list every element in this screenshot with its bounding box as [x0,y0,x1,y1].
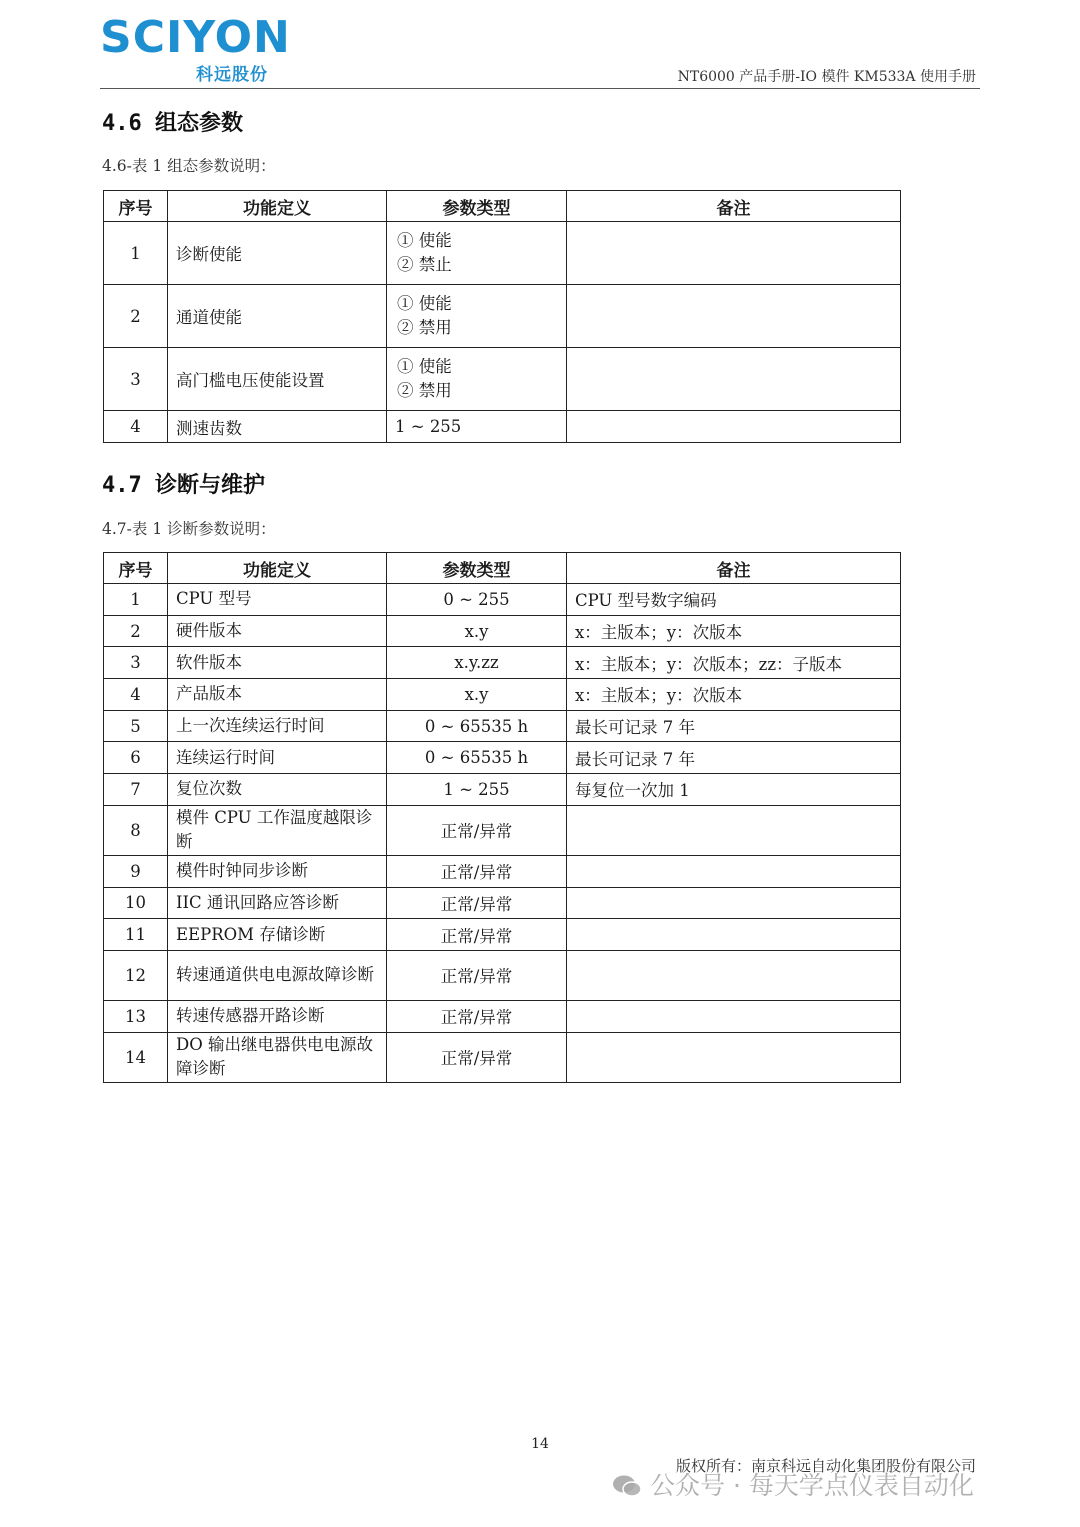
row-function: 高门槛电压使能设置 [168,348,387,411]
row-function: 模件 CPU 工作温度越限诊断 [168,805,387,855]
row-no: 12 [104,950,168,1000]
col-header-param-type: 参数类型 [387,553,567,584]
table-row [104,1032,901,1082]
row-param-type: 正常/异常 [387,1000,567,1032]
table-row [104,285,901,348]
row-note: CPU 型号数字编码 [567,584,901,616]
row-function: 转速传感器开路诊断 [168,1000,387,1032]
row-function: 复位次数 [168,774,387,806]
row-param-type: 正常/异常 [387,855,567,887]
row-param-options [387,285,567,348]
copyright-notice: 版权所有：南京科远自动化集团股份有限公司 [675,1457,976,1475]
table-header-row [104,191,901,222]
row-note [567,855,901,887]
table-row [104,584,901,616]
row-param-type: x.y [387,615,567,647]
row-no: 2 [104,615,168,647]
row-note: 最长可记录 7 年 [567,710,901,742]
row-no: 9 [104,855,168,887]
row-function: 连续运行时间 [168,742,387,774]
row-function: IIC 通讯回路应答诊断 [168,887,387,919]
row-function: 软件版本 [168,647,387,679]
row-note [567,222,901,285]
table-row [104,950,901,1000]
header-divider [100,88,980,89]
param-option: ② 禁用 [397,318,452,337]
section-heading-diagnostics: 4.7 诊断与维护 [102,473,265,498]
param-option: ① 使能 [397,294,452,313]
row-note [567,411,901,443]
table-row [104,805,901,855]
row-note: x：主版本；y：次版本 [567,615,901,647]
row-function: EEPROM 存储诊断 [168,919,387,951]
row-no: 2 [104,285,168,348]
company-logo [100,12,300,85]
row-param-options [387,348,567,411]
col-header-note: 备注 [567,553,901,584]
col-header-note: 备注 [567,191,901,222]
row-note [567,348,901,411]
row-function: 通道使能 [168,285,387,348]
row-note: x：主版本；y：次版本 [567,679,901,711]
table-row [104,679,901,711]
col-header-function: 功能定义 [168,191,387,222]
row-function: 模件时钟同步诊断 [168,855,387,887]
watermark-text: 公众号 · 每天学点仪表自动化 [650,1471,974,1500]
section-heading-config-params: 4.6 组态参数 [102,111,243,136]
row-function: 转速通道供电电源故障诊断 [168,950,387,1000]
table-row [104,774,901,806]
row-note [567,887,901,919]
row-param-type: 正常/异常 [387,887,567,919]
row-function: 测速齿数 [168,411,387,443]
diagnostic-params-table [103,552,901,1083]
watermark [612,1466,974,1502]
row-no: 3 [104,348,168,411]
row-note: x：主版本；y：次版本；zz：子版本 [567,647,901,679]
table-row [104,411,901,443]
param-option: ② 禁止 [397,255,452,274]
row-function: 硬件版本 [168,615,387,647]
row-function: DO 输出继电器供电电源故障诊断 [168,1032,387,1082]
table-row [104,887,901,919]
row-no: 4 [104,411,168,443]
row-param-type: 0 ~ 255 [387,584,567,616]
param-option: ① 使能 [397,357,452,376]
row-param-type: 正常/异常 [387,919,567,951]
row-no: 13 [104,1000,168,1032]
row-no: 3 [104,647,168,679]
row-param-options [387,222,567,285]
row-no: 7 [104,774,168,806]
table-row [104,348,901,411]
row-note [567,919,901,951]
row-no: 1 [104,222,168,285]
row-param-type: 1 ~ 255 [387,411,567,443]
row-no: 10 [104,887,168,919]
table-row [104,647,901,679]
page-number: 14 [531,1436,549,1452]
config-params-table [103,190,901,443]
logo-subtext: 科远股份 [196,65,268,85]
row-param-type: 正常/异常 [387,1032,567,1082]
table-row [104,710,901,742]
row-note [567,805,901,855]
table-row [104,615,901,647]
wechat-icon [612,1475,642,1497]
row-function: 产品版本 [168,679,387,711]
col-header-no: 序号 [104,191,168,222]
table-row [104,1000,901,1032]
row-no: 1 [104,584,168,616]
row-note: 每复位一次加 1 [567,774,901,806]
col-header-function: 功能定义 [168,553,387,584]
row-no: 14 [104,1032,168,1082]
table-row [104,222,901,285]
row-no: 6 [104,742,168,774]
row-note [567,1000,901,1032]
row-note [567,950,901,1000]
param-option: ② 禁用 [397,381,452,400]
table-caption-diagnostics: 4.7-表 1 诊断参数说明： [102,520,276,538]
row-no: 11 [104,919,168,951]
row-param-type: x.y.zz [387,647,567,679]
row-param-type: 0 ~ 65535 h [387,710,567,742]
row-no: 4 [104,679,168,711]
row-param-type: 0 ~ 65535 h [387,742,567,774]
col-header-param-type: 参数类型 [387,191,567,222]
param-option: ① 使能 [397,231,452,250]
logo-wordmark: SCIYON [100,12,291,63]
table-row [104,742,901,774]
row-note [567,285,901,348]
row-note [567,1032,901,1082]
table-caption-config: 4.6-表 1 组态参数说明： [102,157,276,175]
table-row [104,919,901,951]
table-header-row [104,553,901,584]
row-function: 诊断使能 [168,222,387,285]
row-function: 上一次连续运行时间 [168,710,387,742]
row-param-type: 正常/异常 [387,805,567,855]
row-param-type: 1 ~ 255 [387,774,567,806]
row-no: 5 [104,710,168,742]
col-header-no: 序号 [104,553,168,584]
row-param-type: 正常/异常 [387,950,567,1000]
row-no: 8 [104,805,168,855]
document-title: NT6000 产品手册-IO 模件 KM533A 使用手册 [677,69,976,85]
row-param-type: x.y [387,679,567,711]
row-note: 最长可记录 7 年 [567,742,901,774]
row-function: CPU 型号 [168,584,387,616]
table-row [104,855,901,887]
